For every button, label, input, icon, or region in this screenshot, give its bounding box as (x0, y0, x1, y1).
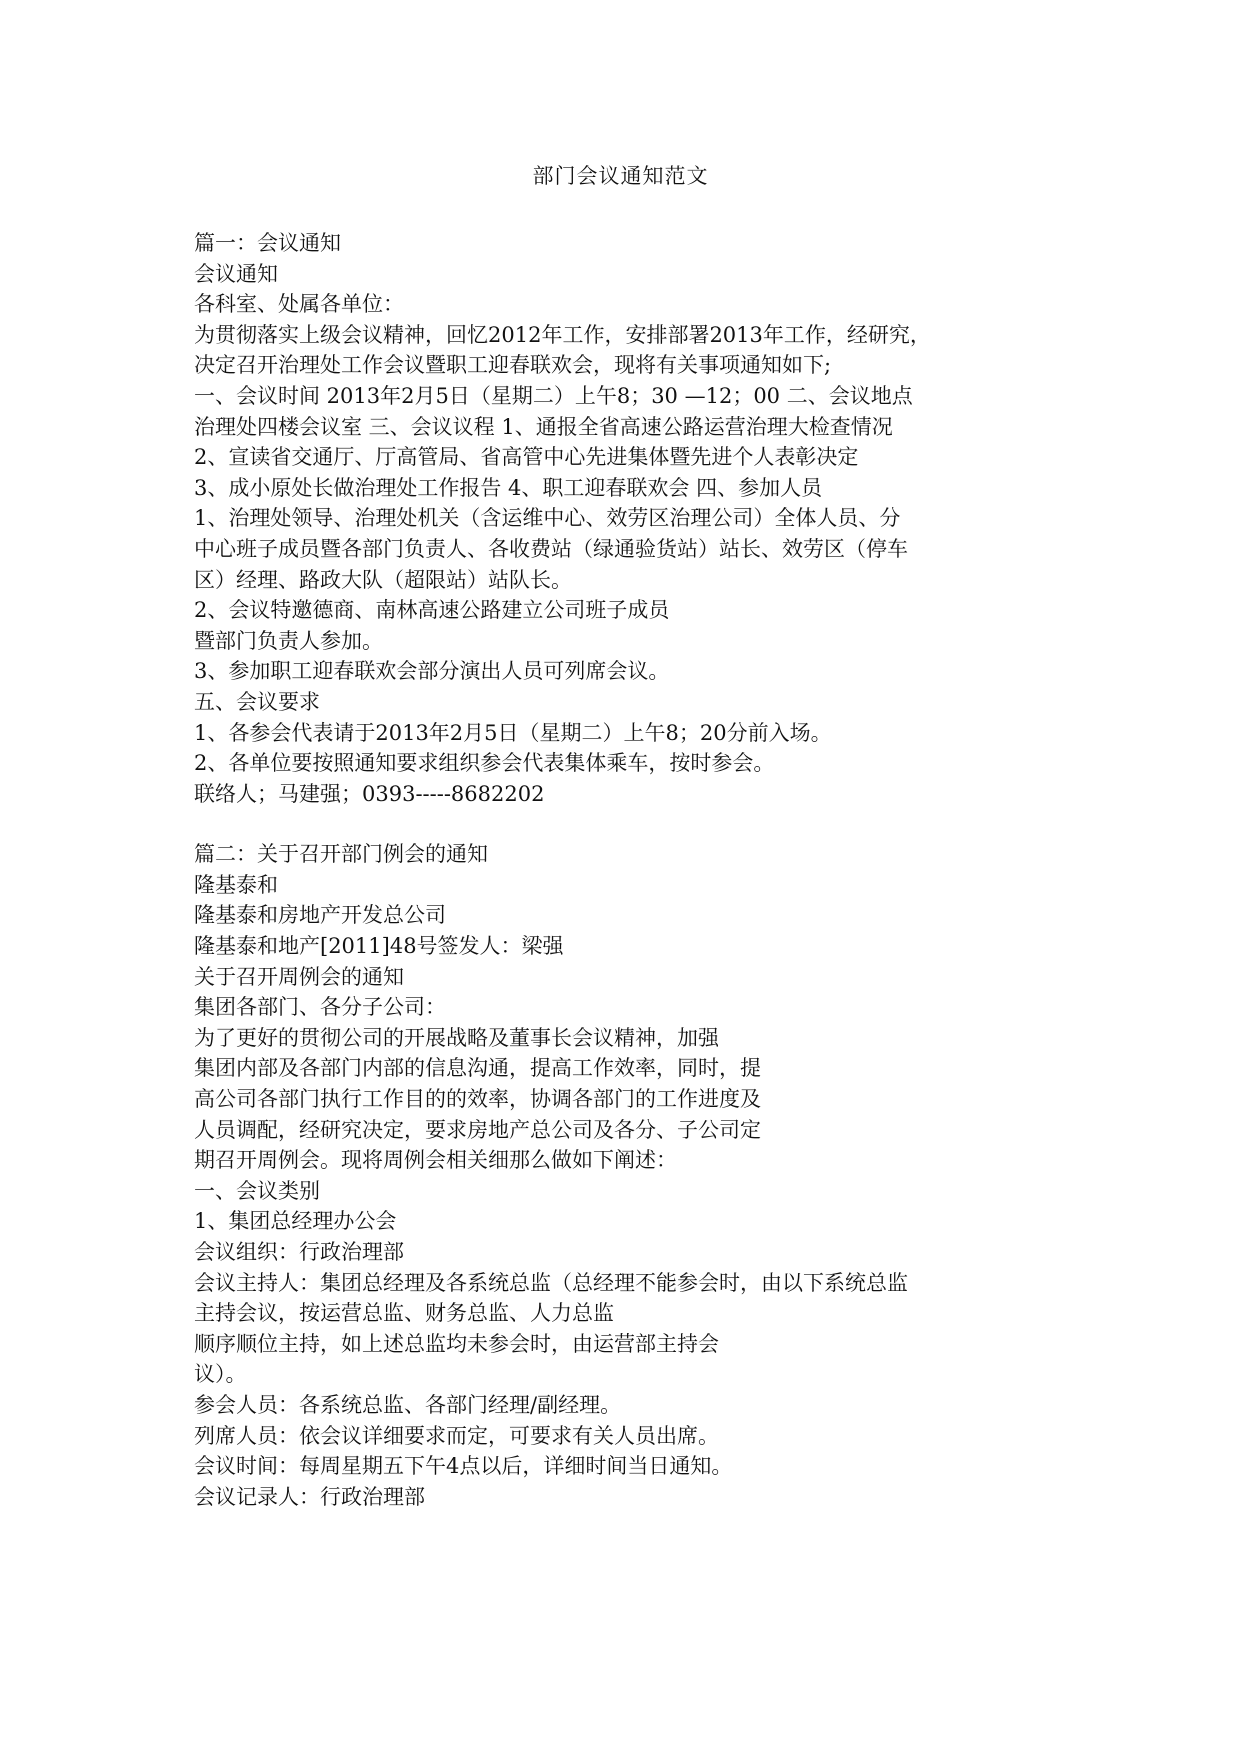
section-2 (194, 839, 1074, 1512)
section-1-heading: 篇一：会议通知 (194, 231, 341, 255)
text-line: 关于召开周例会的通知 (194, 964, 404, 989)
text-line: 会议记录人：行政治理部 (194, 1484, 425, 1509)
text-line: 高公司各部门执行工作目的的效率，协调各部门的工作进度及 (194, 1087, 761, 1112)
section-gap (194, 809, 1074, 839)
document-title: 部门会议通知范文 (532, 164, 709, 188)
text-line: 各科室、处属各单位： (194, 292, 404, 317)
document-body (194, 228, 1074, 1512)
text-line: 暨部门负责人参加。 (194, 628, 383, 653)
text-line: 1、治理处领导、治理处机关（含运维中心、效劳区治理公司）全体人员、分 (194, 506, 901, 531)
text-line: 一、会议类别 (194, 1178, 320, 1203)
text-line: 治理处四楼会议室 三、会议议程 1、通报全省高速公路运营治理大检查情况 (194, 414, 893, 439)
text-line: 参会人员：各系统总监、各部门经理/副经理。 (194, 1392, 622, 1417)
text-line: 2、各单位要按照通知要求组织参会代表集体乘车，按时参会。 (194, 751, 775, 776)
text-line: 顺序顺位主持，如上述总监均未参会时，由运营部主持会 (194, 1331, 719, 1356)
text-line: 中心班子成员暨各部门负责人、各收费站（绿通验货站）站长、效劳区（停车 (194, 536, 908, 561)
text-line: 会议通知 (194, 261, 278, 286)
text-line: 会议时间：每周星期五下午4点以后，详细时间当日通知。 (194, 1454, 733, 1479)
text-line: 人员调配，经研究决定，要求房地产总公司及各分、子公司定 (194, 1117, 761, 1142)
contact-line: 联络人；马建强；0393-----8682202 (194, 781, 545, 806)
text-line: 隆基泰和地产[2011]48号签发人：梁强 (194, 934, 564, 959)
text-line: 一、会议时间 2013年2月5日（星期二）上午8；30 —12；00 二、会议地点 (194, 383, 913, 408)
section-1 (194, 228, 1074, 809)
section-2-heading: 篇二：关于召开部门例会的通知 (194, 842, 488, 867)
text-line: 隆基泰和 (194, 872, 278, 897)
text-line: 集团内部及各部门内部的信息沟通，提高工作效率，同时，提 (194, 1056, 761, 1081)
text-line: 2、会议特邀德商、南林高速公路建立公司班子成员 (194, 598, 670, 623)
text-line: 为贯彻落实上级会议精神，回忆2012年工作，安排部署2013年工作，经研究， (194, 322, 931, 347)
text-line: 隆基泰和房地产开发总公司 (194, 903, 446, 928)
text-line: 2、宣读省交通厅、厅高管局、省高管中心先进集体暨先进个人表彰决定 (194, 445, 859, 470)
text-line: 区）经理、路政大队（超限站）站队长。 (194, 567, 572, 592)
text-line: 主持会议，按运营总监、财务总监、人力总监 (194, 1301, 614, 1326)
text-line: 为了更好的贯彻公司的开展战略及董事长会议精神，加强 (194, 1025, 719, 1050)
text-line: 3、参加职工迎春联欢会部分演出人员可列席会议。 (194, 659, 670, 684)
text-line: 会议主持人：集团总经理及各系统总监（总经理不能参会时，由以下系统总监 (194, 1270, 908, 1295)
text-line: 会议组织：行政治理部 (194, 1240, 404, 1264)
text-line: 议）。 (194, 1362, 247, 1387)
text-line: 决定召开治理处工作会议暨职工迎春联欢会，现将有关事项通知如下; (194, 353, 832, 378)
text-line: 1、集团总经理办公会 (194, 1209, 397, 1234)
text-line: 期召开周例会。现将周例会相关细那么做如下阐述： (194, 1148, 677, 1173)
text-line: 集团各部门、各分子公司： (194, 995, 446, 1020)
text-line: 五、会议要求 (194, 689, 320, 714)
text-line: 3、成小原处长做治理处工作报告 4、职工迎春联欢会 四、参加人员 (194, 475, 823, 500)
text-line: 1、各参会代表请于2013年2月5日（星期二）上午8；20分前入场。 (194, 720, 832, 745)
text-line: 列席人员：依会议详细要求而定，可要求有关人员出席。 (194, 1423, 719, 1448)
